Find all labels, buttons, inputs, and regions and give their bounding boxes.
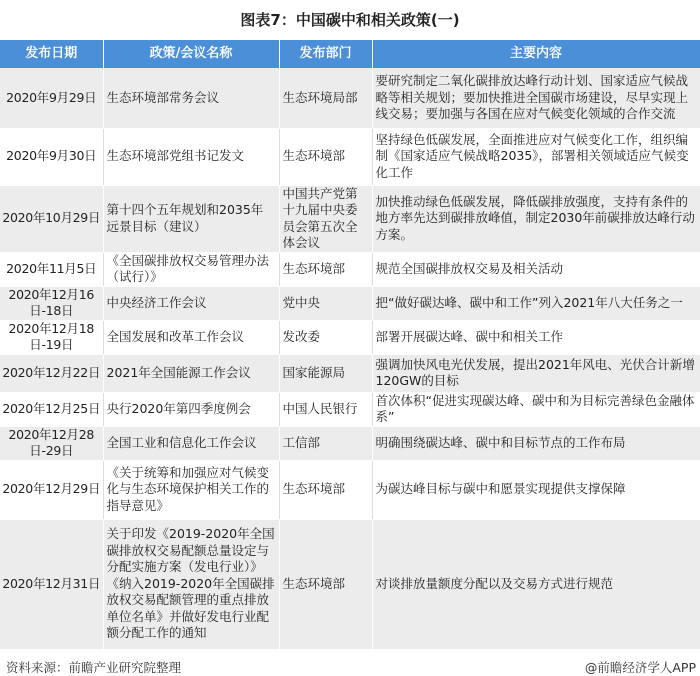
cell-content: 部署开展碳达峰、碳中和相关工作 [372, 320, 700, 354]
header-dept: 发布部门 [279, 40, 372, 68]
policy-table [0, 40, 700, 650]
credit: @前瞻经济学人APP [584, 659, 696, 675]
cell-date: 2020年12月29日 [0, 460, 103, 519]
cell-date: 2020年11月5日 [0, 252, 103, 286]
cell-date: 2020年9月29日 [0, 68, 103, 128]
cell-date: 2020年12月28日-29日 [0, 426, 103, 460]
table-row [0, 392, 700, 426]
cell-content: 要研究制定二氧化碳排放达峰行动计划、国家适应气候战略等相关规划；要加快推进全国碳市场建设，尽早实现上线交易；要加强与各国在应对气候变化领域的合作交流 [372, 68, 700, 128]
cell-content: 加快推动绿色低碳发展，降低碳排放强度，支持有条件的地方率先达到碳排放峰值，制定2030年前碳排放达峰行动方案。 [372, 185, 700, 252]
cell-name: 全国发展和改革工作会议 [103, 320, 279, 354]
cell-name: 全国工业和信息化工作会议 [103, 426, 279, 460]
cell-dept: 工信部 [279, 426, 372, 460]
cell-date: 2020年9月30日 [0, 128, 103, 185]
table-row [0, 426, 700, 460]
cell-date: 2020年12月22日 [0, 354, 103, 392]
cell-name: 生态环境部常务会议 [103, 68, 279, 128]
cell-content: 对谈排放量额度分配以及交易方式进行规范 [372, 519, 700, 649]
cell-dept: 发改委 [279, 320, 372, 354]
table-row [0, 320, 700, 354]
cell-date: 2020年12月31日 [0, 519, 103, 649]
source-note: 资料来源：前瞻产业研究院整理 [6, 659, 182, 675]
cell-date: 2020年12月18日-19日 [0, 320, 103, 354]
cell-dept: 中国人民银行 [279, 392, 372, 426]
cell-name: 《全国碳排放权交易管理办法（试行）》 [103, 252, 279, 286]
cell-dept: 生态环境部 [279, 519, 372, 649]
cell-name: 第十四个五年规划和2035年远景目标（建议） [103, 185, 279, 252]
cell-dept: 生态环境部 [279, 128, 372, 185]
cell-name: 2021年全国能源工作会议 [103, 354, 279, 392]
cell-name: 《关于统筹和加强应对气候变化与生态环境保护相关工作的指导意见》 [103, 460, 279, 519]
cell-date: 2020年12月16日-18日 [0, 286, 103, 320]
cell-date: 2020年12月25日 [0, 392, 103, 426]
table-row [0, 460, 700, 519]
table-row [0, 252, 700, 286]
cell-dept: 中国共产党第十九届中央委员会第五次全体会议 [279, 185, 372, 252]
header-date: 发布日期 [0, 40, 103, 68]
cell-name: 生态环境部党组书记发文 [103, 128, 279, 185]
cell-content: 为碳达峰目标与碳中和愿景实现提供支撑保障 [372, 460, 700, 519]
cell-name: 关于印发《2019-2020年全国碳排放权交易配额总量设定与分配实施方案（发电行业）》《纳入2019-2020年全国碳排放权交易配额管理的重点排放单位名单》并做好发电行业配额分配工作的通知 [103, 519, 279, 649]
header-content: 主要内容 [372, 40, 700, 68]
cell-content: 首次体积“促进实现碳达峰、碳中和为目标完善绿色金融体系” [372, 392, 700, 426]
cell-name: 央行2020年第四季度例会 [103, 392, 279, 426]
cell-content: 明确围绕碳达峰、碳中和目标节点的工作布局 [372, 426, 700, 460]
cell-content: 把“做好碳达峰、碳中和工作”列入2021年八大任务之一 [372, 286, 700, 320]
cell-dept: 党中央 [279, 286, 372, 320]
page-title: 图表7：中国碳中和相关政策(一) [240, 11, 460, 29]
cell-content: 强调加快风电光伏发展，提出2021年风电、光伏合计新增120GW的目标 [372, 354, 700, 392]
header-name: 政策/会议名称 [103, 40, 279, 68]
cell-date: 2020年10月29日 [0, 185, 103, 252]
table-header [0, 40, 700, 68]
table-row [0, 286, 700, 320]
table-row [0, 185, 700, 252]
cell-name: 中央经济工作会议 [103, 286, 279, 320]
cell-content: 规范全国碳排放权交易及相关活动 [372, 252, 700, 286]
table-row [0, 354, 700, 392]
cell-content: 坚持绿色低碳发展，全面推进应对气候变化工作，组织编制《国家适应气候战略2035》，部署相关领域适应气候变化工作 [372, 128, 700, 185]
cell-dept: 生态环境部 [279, 460, 372, 519]
cell-dept: 国家能源局 [279, 354, 372, 392]
table-row [0, 519, 700, 649]
cell-dept: 生态环境部 [279, 252, 372, 286]
table-row [0, 128, 700, 185]
cell-dept: 生态环境局部 [279, 68, 372, 128]
table-row [0, 68, 700, 128]
